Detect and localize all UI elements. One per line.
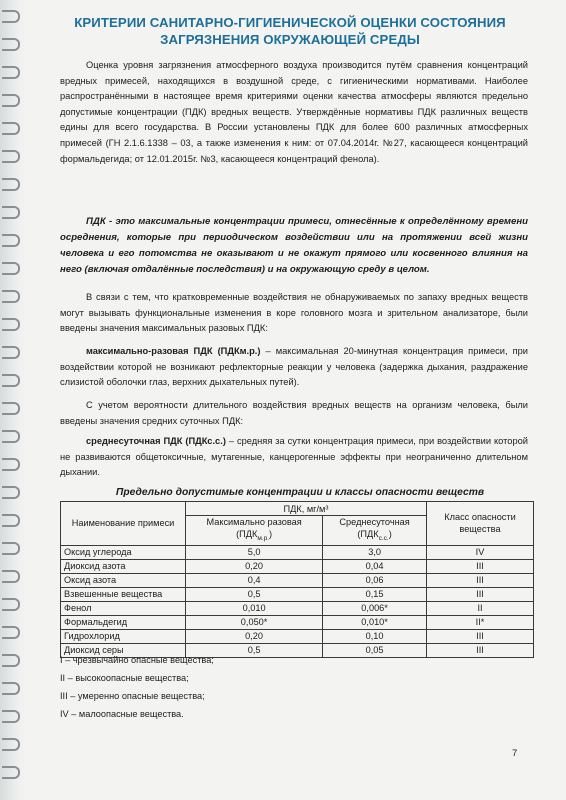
table-row bbox=[61, 573, 534, 587]
pdk-table bbox=[60, 501, 534, 658]
table-row bbox=[61, 559, 534, 573]
binding-ring bbox=[2, 402, 20, 415]
substance-name: Взвешенные вещества bbox=[61, 587, 186, 601]
binding-ring bbox=[2, 486, 20, 499]
short-term-paragraph: В связи с тем, что кратковременные воздействия не обнаруживаемых по запаху вредных веществ могут вызывать функциональные изменения в коре головного мозга и зрительном анализаторе, были введены значения максимальных разовых ПДК: bbox=[60, 292, 528, 334]
header-substance: Наименование примеси bbox=[61, 502, 186, 546]
binding-ring bbox=[2, 262, 20, 275]
substance-name: Оксид азота bbox=[61, 573, 186, 587]
max-single-pdk-term: максимально-разовая ПДК (ПДКм.р.) bbox=[86, 346, 261, 356]
header-max-single-sub: м.р. bbox=[257, 534, 270, 542]
legend-item: III – умеренно опасные вещества; bbox=[60, 691, 205, 701]
binding-ring bbox=[2, 514, 20, 527]
hazard-class-legend bbox=[60, 651, 360, 723]
max-single-value: 5,0 bbox=[186, 545, 323, 559]
binding-ring bbox=[2, 654, 20, 667]
daily-value: 0,04 bbox=[323, 559, 427, 573]
binding-ring bbox=[2, 682, 20, 695]
max-single-pdk-paragraph bbox=[60, 344, 528, 391]
hazard-class: III bbox=[427, 559, 534, 573]
header-max-single-label: Максимально разовая bbox=[206, 517, 302, 527]
binding-ring bbox=[2, 66, 20, 79]
binding-ring bbox=[2, 94, 20, 107]
max-single-value: 0,050* bbox=[186, 615, 323, 629]
max-single-value: 0,20 bbox=[186, 629, 323, 643]
substance-name: Гидрохлорид bbox=[61, 629, 186, 643]
binding-ring bbox=[2, 598, 20, 611]
header-pdk: ПДК, мг/м³ bbox=[186, 502, 427, 516]
substance-name: Оксид углерода bbox=[61, 545, 186, 559]
legend-item: IV – малоопасные вещества. bbox=[60, 709, 184, 719]
page-title-line-2: ЗАГРЯЗНЕНИЯ ОКРУЖАЮЩЕЙ СРЕДЫ bbox=[160, 32, 420, 47]
max-single-value: 0,010 bbox=[186, 601, 323, 615]
hazard-class: III bbox=[427, 643, 534, 657]
binding-ring bbox=[2, 458, 20, 471]
long-term-paragraph: С учетом вероятности длительного воздействия вредных веществ на организм человека, были введены значения средних суточных ПДК: bbox=[60, 400, 528, 426]
daily-value: 0,006* bbox=[323, 601, 427, 615]
binding-ring bbox=[2, 150, 20, 163]
hazard-class: II bbox=[427, 601, 534, 615]
page-number: 7 bbox=[512, 748, 518, 759]
binding-ring bbox=[2, 738, 20, 751]
header-max-single-close: ) bbox=[269, 529, 273, 539]
page-title-line-1: КРИТЕРИИ САНИТАРНО-ГИГИЕНИЧЕСКОЙ ОЦЕНКИ СОСТОЯНИЯ bbox=[74, 15, 506, 30]
hazard-class: IV bbox=[427, 545, 534, 559]
substance-name: Формальдегид bbox=[61, 615, 186, 629]
max-single-value: 0,20 bbox=[186, 559, 323, 573]
header-daily-abbr-text: (ПДК bbox=[357, 529, 379, 539]
header-daily bbox=[323, 516, 427, 546]
daily-value: 0,05 bbox=[323, 643, 427, 657]
page-title bbox=[60, 14, 520, 48]
binding-ring bbox=[2, 38, 20, 51]
daily-value: 3,0 bbox=[323, 545, 427, 559]
header-daily-close: ) bbox=[388, 529, 392, 539]
substance-name: Диоксид азота bbox=[61, 559, 186, 573]
binding-ring bbox=[2, 766, 20, 779]
table-row bbox=[61, 587, 534, 601]
hazard-class: III bbox=[427, 629, 534, 643]
pdk-definition-paragraph: ПДК - это максимальные концентрации примеси, отнесённые к определённому времени осреднения, которые при периодическом воздействии или на протяжении всей жизни человека и его потомства не оказывают и не окажут прямого или косвенного влияния на него (включая отдалённые последствия) и на окружающую среду в целом. bbox=[60, 216, 528, 275]
binding-ring bbox=[2, 710, 20, 723]
max-single-value: 0,5 bbox=[186, 587, 323, 601]
header-max-single-abbr bbox=[189, 528, 319, 545]
binding-ring bbox=[2, 374, 20, 387]
daily-value: 0,06 bbox=[323, 573, 427, 587]
header-daily-abbr bbox=[326, 528, 423, 545]
table-row bbox=[61, 545, 534, 559]
max-single-pdk-definition: – максимальная 20-минутная концентрация примеси, при воздействии которой не возникают рефлекторные реакции у человека (задержка дыхания, раздражение слизистой оболочки глаз, верхних дыхательных путей). bbox=[60, 346, 528, 388]
daily-pdk-term: среднесуточная ПДК (ПДКс.с.) bbox=[86, 436, 226, 446]
header-max-single-abbr-text: (ПДК bbox=[236, 529, 258, 539]
binding-ring bbox=[2, 626, 20, 639]
daily-pdk-definition: – средняя за сутки концентрация примеси, при воздействии которой не развиваются общетоксичные, мутагенные, канцерогенные эффекты при неограниченно длительном дыхании. bbox=[60, 436, 528, 478]
legend-item: II – высокоопасные вещества; bbox=[60, 673, 189, 683]
binding-ring bbox=[2, 122, 20, 135]
hazard-class: III bbox=[427, 587, 534, 601]
binding-ring bbox=[2, 10, 20, 23]
max-single-value: 0,5 bbox=[186, 643, 323, 657]
spiral-binding bbox=[0, 0, 26, 800]
binding-ring bbox=[2, 234, 20, 247]
daily-value: 0,10 bbox=[323, 629, 427, 643]
intro-paragraph: Оценка уровня загрязнения атмосферного воздуха производится путём сравнения концентраций вредных примесей, находящихся в воздушной среде, с гигиеническими нормативами. Наиболее распространёнными в настоящее время критериями оценки качества атмосферы являются предельно допустимые концентрации (ПДК) вредных веществ. Утверждённые нормативы ПДК различных веществ едины для всего государства. В России установлены ПДК для более 600 различных атмосферных примесей (ГН 2.1.6.1338 – 03, а также изменения к ним: от 07.04.2014г. №27, касающееся концентраций формальдегида; от 12.01.2015г. №3, касающееся концентраций фенола). bbox=[60, 60, 528, 164]
hazard-class: III bbox=[427, 573, 534, 587]
table-caption: Предельно допустимые концентрации и классы опасности веществ bbox=[115, 487, 485, 498]
binding-ring bbox=[2, 542, 20, 555]
daily-pdk-paragraph bbox=[60, 434, 528, 481]
daily-value: 0,010* bbox=[323, 615, 427, 629]
table-row bbox=[61, 629, 534, 643]
hazard-class: II* bbox=[427, 615, 534, 629]
binding-ring bbox=[2, 430, 20, 443]
binding-ring bbox=[2, 290, 20, 303]
max-single-value: 0,4 bbox=[186, 573, 323, 587]
substance-name: Диоксид серы bbox=[61, 643, 186, 657]
table-row bbox=[61, 601, 534, 615]
substance-name: Фенол bbox=[61, 601, 186, 615]
binding-ring bbox=[2, 318, 20, 331]
binding-ring bbox=[2, 346, 20, 359]
header-hazard-class: Класс опасности вещества bbox=[427, 502, 534, 546]
header-max-single bbox=[186, 516, 323, 546]
binding-ring bbox=[2, 178, 20, 191]
table-row bbox=[61, 615, 534, 629]
binding-ring bbox=[2, 570, 20, 583]
header-daily-label: Среднесуточная bbox=[339, 517, 410, 527]
binding-ring bbox=[2, 206, 20, 219]
legend-item: I – чрезвычайно опасные вещества; bbox=[60, 655, 214, 665]
daily-value: 0,15 bbox=[323, 587, 427, 601]
header-daily-sub: с.с. bbox=[378, 534, 389, 542]
